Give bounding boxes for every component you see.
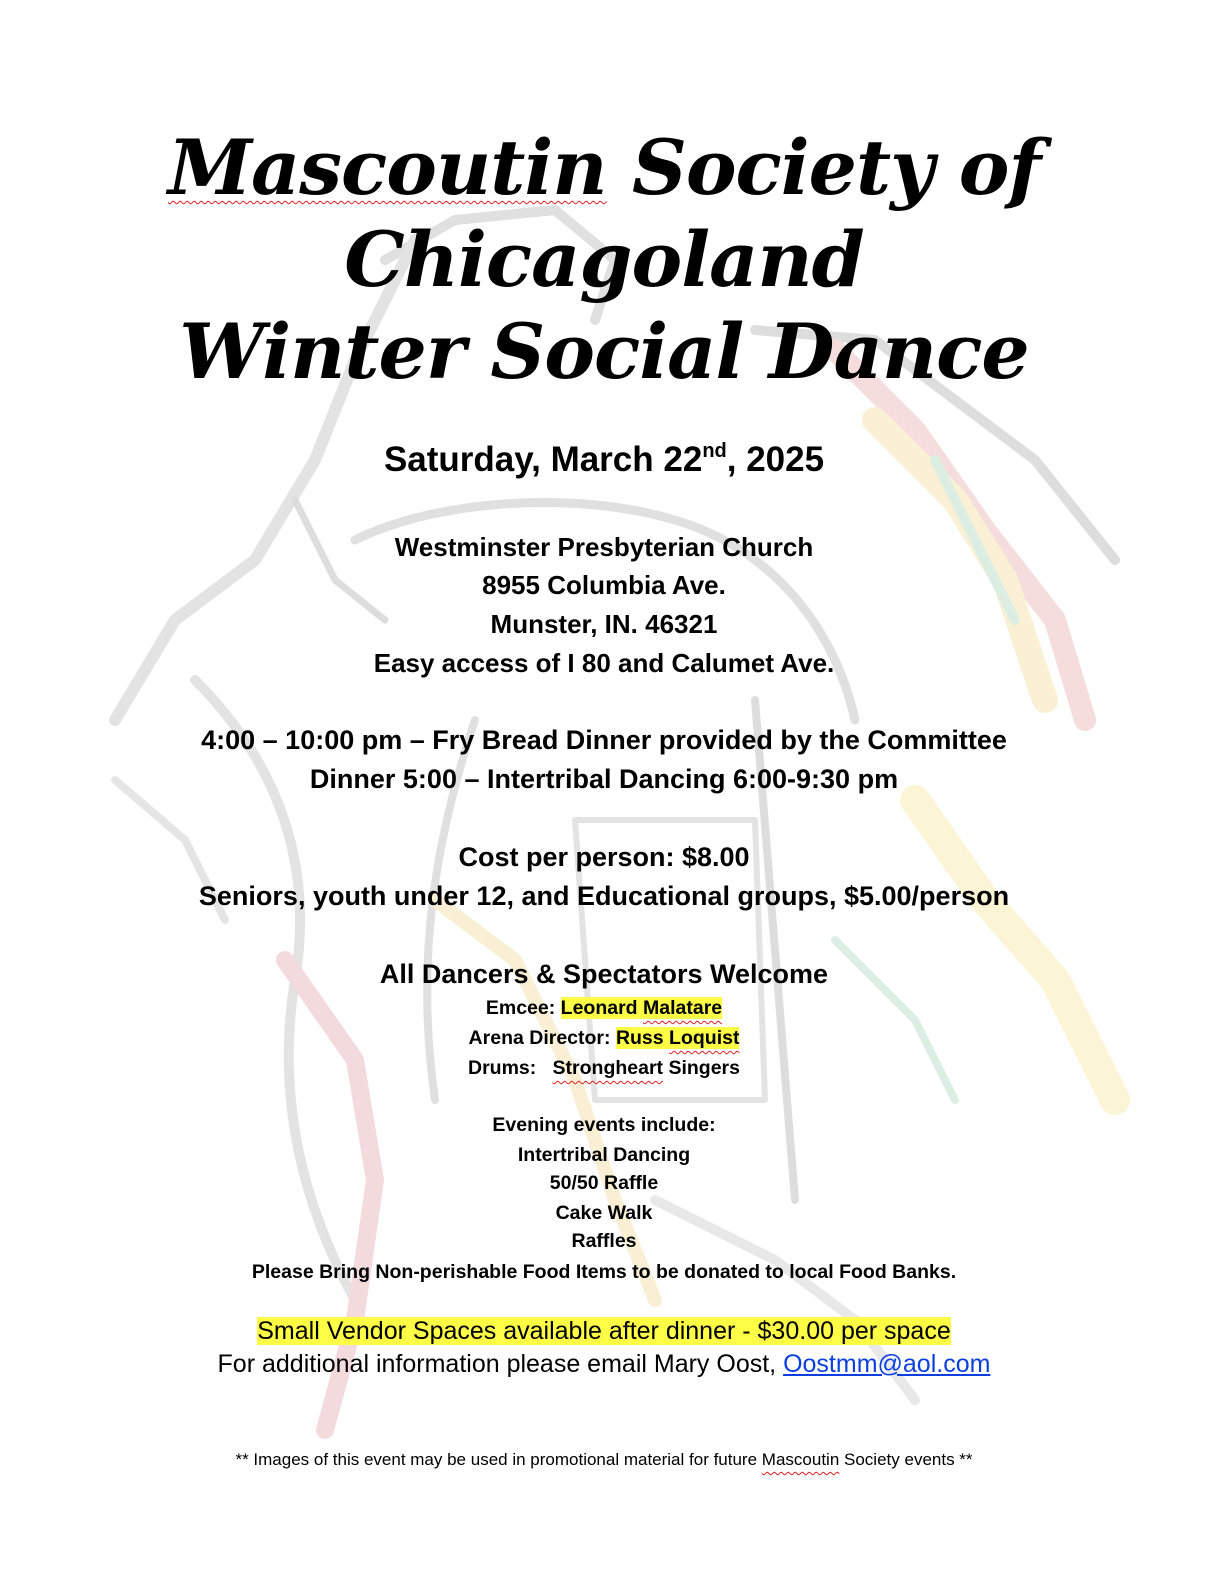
footer-word: Mascoutin (761, 1450, 840, 1469)
event-item: 50/50 Raffle (549, 1172, 659, 1194)
contact-email-link[interactable]: Oostmm@aol.com (783, 1350, 991, 1378)
vendor-line (0, 1317, 1208, 1346)
emcee-last: Malatare (643, 997, 723, 1019)
title-line-2: Chicagoland (344, 215, 864, 304)
arena-director-line (0, 1027, 1208, 1050)
emcee-first: Leonard (560, 997, 638, 1019)
emcee-label: Emcee: (485, 997, 556, 1019)
contact-text: For additional information please email Mary Oost, (217, 1350, 777, 1378)
title-line-1 (0, 122, 1208, 214)
cost-line-1: Cost per person: $8.00 (458, 842, 750, 872)
welcome-heading: All Dancers & Spectators Welcome (379, 959, 829, 989)
footer-after: Society events ** (844, 1450, 973, 1469)
event-date (0, 440, 1208, 480)
title-line-1-rest: Society of (631, 123, 1041, 212)
footer-before: ** Images of this event may be used in promotional material for future (235, 1450, 758, 1469)
emcee-name (561, 997, 722, 1019)
event-item: Intertribal Dancing (517, 1144, 691, 1166)
event-item: Cake Walk (555, 1202, 653, 1224)
date-ordinal: nd (702, 440, 727, 462)
vendor-highlight: Small Vendor Spaces available after dinner - $30.00 per space (257, 1317, 951, 1345)
title-line-3: Winter Social Dance (179, 307, 1029, 396)
food-drive-note: Please Bring Non-perishable Food Items to be donated to local Food Banks. (251, 1261, 957, 1283)
emcee-line (0, 997, 1208, 1020)
drums-last: Singers (668, 1057, 740, 1079)
arena-last: Loquist (669, 1027, 740, 1049)
venue-name: Westminster Presbyterian Church (394, 532, 814, 562)
arena-name (616, 1027, 740, 1049)
cost-line-2: Seniors, youth under 12, and Educational groups, $5.00/person (198, 881, 1010, 911)
drums-first: Strongheart (552, 1057, 664, 1079)
venue-access: Easy access of I 80 and Calumet Ave. (373, 648, 835, 678)
events-heading: Evening events include: (492, 1114, 716, 1136)
drums-line (0, 1057, 1208, 1080)
schedule-line-2: Dinner 5:00 – Intertribal Dancing 6:00-9:30 pm (309, 764, 899, 794)
date-prefix: Saturday, March 22 (383, 440, 703, 479)
arena-label: Arena Director: (468, 1027, 611, 1049)
footer-note (0, 1450, 1208, 1470)
contact-line (0, 1350, 1208, 1379)
arena-first: Russ (615, 1027, 664, 1049)
date-year: , 2025 (726, 440, 825, 479)
drums-label: Drums: (468, 1057, 537, 1079)
title-word-mascoutin: Mascoutin (167, 123, 607, 212)
venue-city: Munster, IN. 46321 (490, 609, 718, 639)
venue-street: 8955 Columbia Ave. (482, 570, 726, 600)
event-item: Raffles (571, 1230, 637, 1252)
schedule-line-1: 4:00 – 10:00 pm – Fry Bread Dinner provided by the Committee (201, 725, 1007, 755)
